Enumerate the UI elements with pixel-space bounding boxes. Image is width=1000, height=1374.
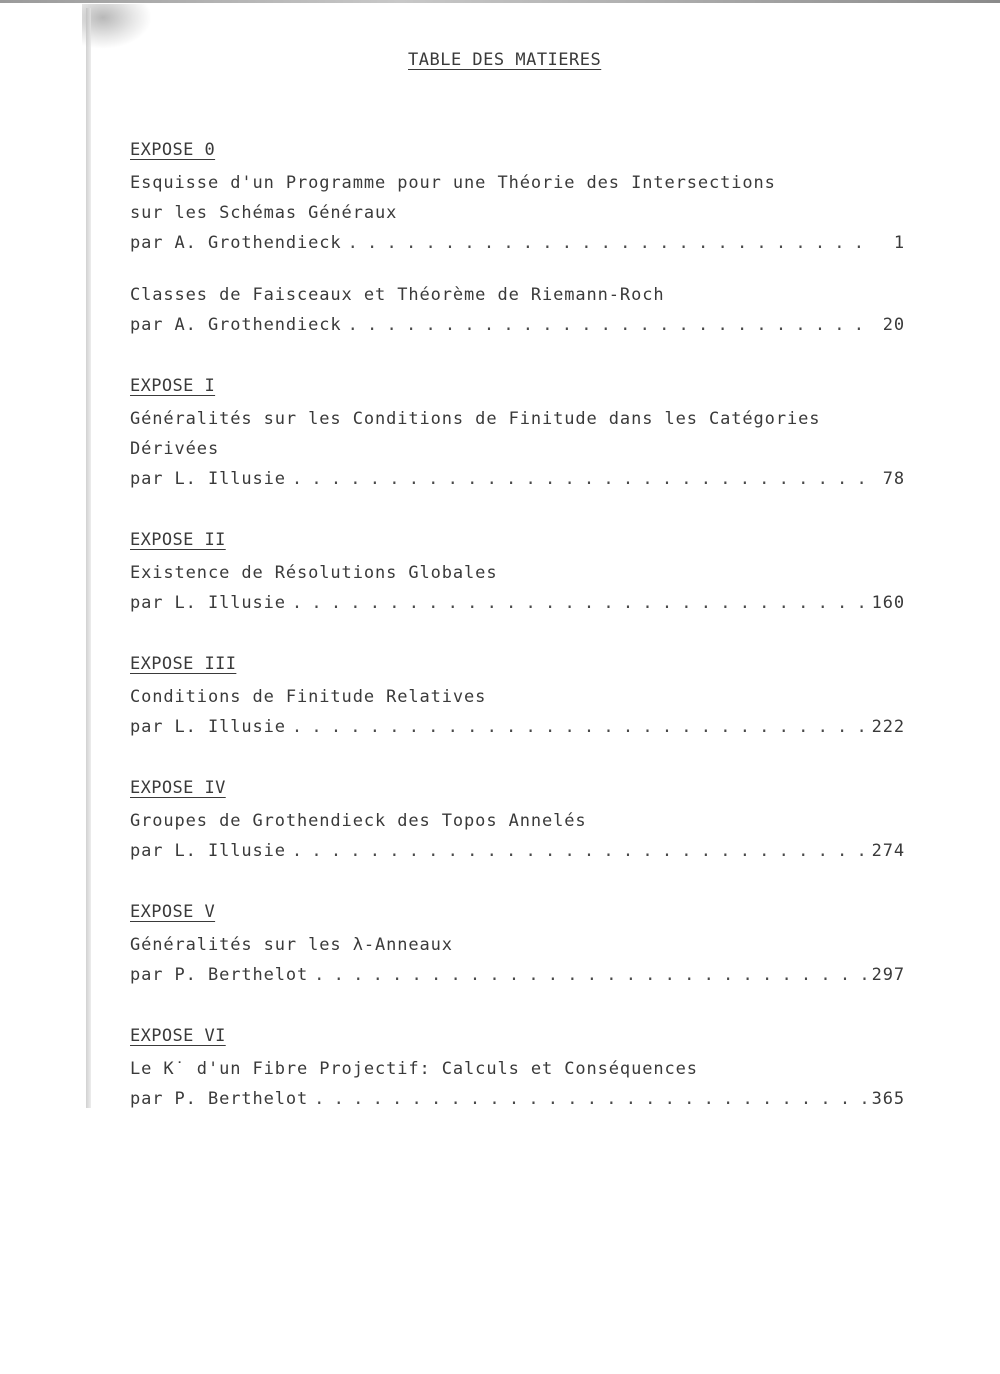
scan-smudge [82, 4, 152, 49]
entry-author-line [130, 712, 905, 742]
entry-title-line: Généralités sur les Conditions de Finitude dans les Catégories [130, 409, 821, 429]
section-label: EXPOSE V [130, 902, 216, 922]
toc-section [130, 654, 905, 742]
page-title: TABLE DES MATIERES [408, 50, 602, 70]
entry-title-line: Conditions de Finitude Relatives [130, 687, 487, 707]
entry-author: par L. Illusie [130, 593, 286, 613]
entry-page-number: 1 [893, 233, 905, 253]
entry-author-line [130, 1084, 905, 1114]
dot-leader [314, 960, 865, 990]
entry-page-number: 365 [871, 1089, 905, 1109]
toc-section [130, 902, 905, 990]
section-label: EXPOSE VI [130, 1026, 226, 1046]
dot-leader [314, 1084, 865, 1114]
entry-title-line: Existence de Résolutions Globales [130, 563, 498, 583]
dot-leader [292, 712, 866, 742]
entry-author: par L. Illusie [130, 717, 286, 737]
entry-title-line: Généralités sur les λ-Anneaux [130, 935, 453, 955]
section-label: EXPOSE I [130, 376, 216, 396]
entry-page-number: 160 [871, 593, 905, 613]
entry-author: par L. Illusie [130, 469, 286, 489]
toc-section [130, 778, 905, 866]
entry-author: par P. Berthelot [130, 965, 309, 985]
toc-section [130, 376, 905, 494]
entry-title-line: Groupes de Grothendieck des Topos Annelés [130, 811, 587, 831]
entry-page-number: 297 [871, 965, 905, 985]
section-label: EXPOSE III [130, 654, 237, 674]
toc-section [130, 530, 905, 618]
entry-title-line: Classes de Faisceaux et Théorème de Riemann-Roch [130, 285, 665, 305]
dot-leader [292, 836, 866, 866]
entry-title-line: Dérivées [130, 439, 220, 459]
entry-author: par L. Illusie [130, 841, 286, 861]
entry-author: par P. Berthelot [130, 1089, 309, 1109]
entry-page-number: 222 [871, 717, 905, 737]
entry-title-line: sur les Schémas Généraux [130, 203, 398, 223]
toc-entries [130, 140, 905, 1150]
entry-author: par A. Grothendieck [130, 233, 342, 253]
entry-author-line [130, 960, 905, 990]
toc-section [130, 140, 905, 340]
entry-title-line: Esquisse d'un Programme pour une Théorie des Intersections [130, 173, 776, 193]
section-label: EXPOSE II [130, 530, 226, 550]
dot-leader [348, 228, 869, 258]
entry-title-line: Le K˙ d'un Fibre Projectif: Calculs et Conséquences [130, 1059, 698, 1079]
entry-author-line [130, 836, 905, 866]
entry-author: par A. Grothendieck [130, 315, 342, 335]
entry-author-line [130, 464, 905, 494]
binding-shadow [86, 8, 91, 1108]
dot-leader [292, 588, 866, 618]
entry-page-number: 274 [871, 841, 905, 861]
page-top-edge [0, 0, 1000, 3]
entry-author-line [130, 588, 905, 618]
toc-section [130, 1026, 905, 1114]
dot-leader [292, 464, 869, 494]
section-label: EXPOSE 0 [130, 140, 216, 160]
entry-page-number: 20 [882, 315, 905, 335]
section-label: EXPOSE IV [130, 778, 226, 798]
entry-author-line [130, 310, 905, 340]
entry-page-number: 78 [882, 469, 905, 489]
dot-leader [348, 310, 869, 340]
entry-author-line [130, 228, 905, 258]
